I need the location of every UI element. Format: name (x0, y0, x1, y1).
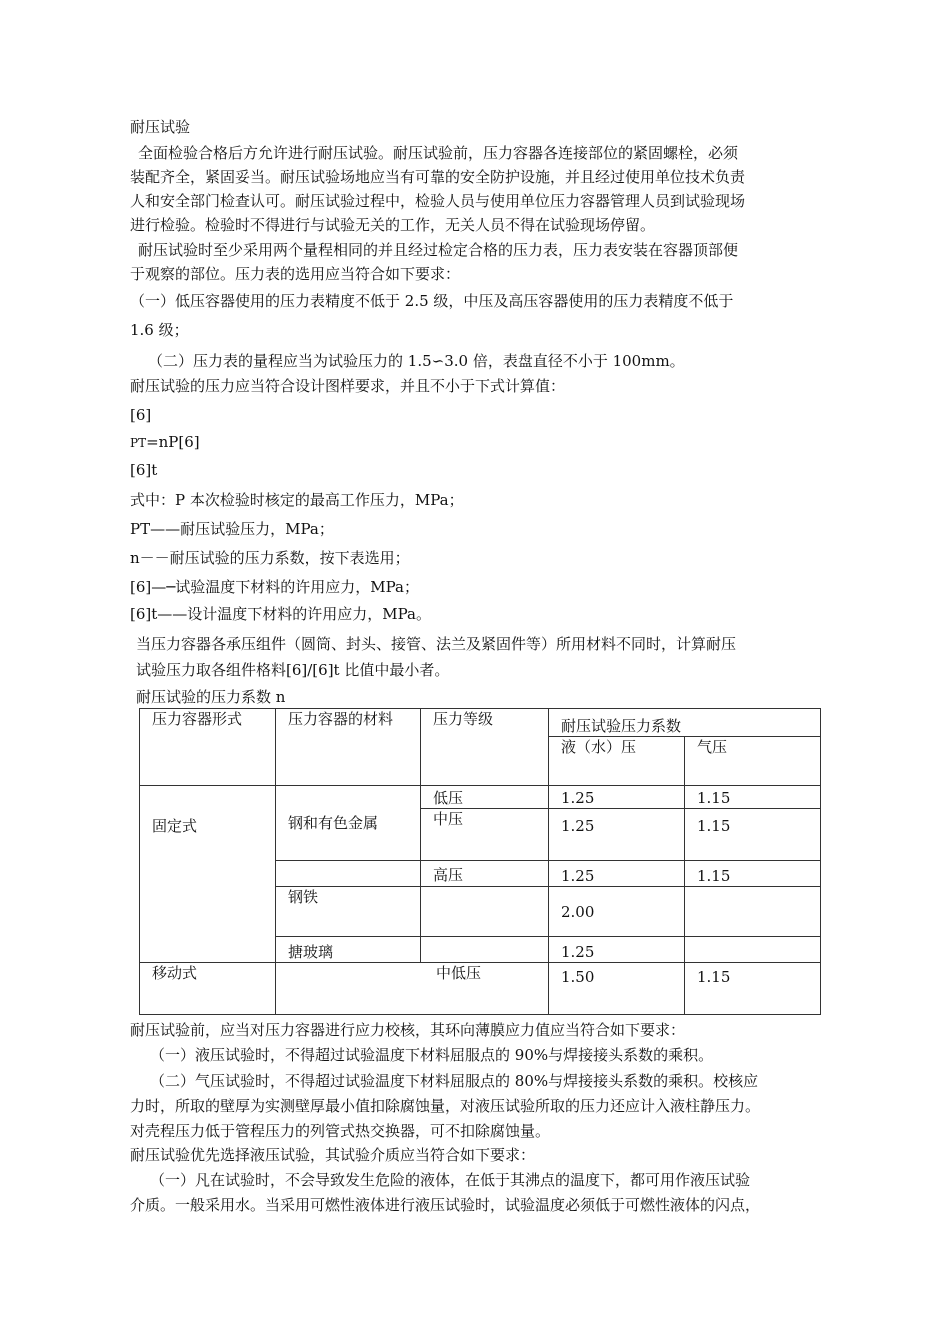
cell-grade-mid-low: 中低压 (276, 963, 549, 1015)
paragraph-line: 装配齐全，紧固妥当。耐压试验场地应当有可靠的安全防护设施，并且经过使用单位技术负责 (130, 168, 746, 186)
grade-mid: 中压 (433, 810, 464, 828)
paragraph-line: （二）压力表的量程应当为试验压力的 1.5∽3.0 倍，表盘直径不小于 100mm。 (148, 352, 685, 370)
paragraph-line: 于观察的部位。压力表的选用应当符合如下要求： (130, 265, 461, 283)
definition-line: [6]—─试验温度下材料的许用应力，MPa； (130, 578, 420, 596)
cell-material-steel-nonferrous: 钢和有色金属 (276, 786, 421, 861)
cell-grade-mid-high (421, 809, 549, 887)
note-line: 当压力容器各承压组件（圆筒、封头、接管、法兰及紧固件等）所用材料不同时，计算耐压 (136, 635, 737, 653)
cell-grade-low: 低压 (421, 786, 549, 809)
cell-liquid-iron: 2.00 (549, 887, 685, 937)
cell-liquid-high: 1.25 (549, 861, 685, 887)
header-material: 压力容器的材料 (276, 709, 421, 786)
paragraph-line: 介质。一般采用水。当采用可燃性液体进行液压试验时，试验温度必须低于可燃性液体的闪点， (130, 1196, 761, 1214)
pressure-coefficient-table (139, 708, 821, 1015)
header-form: 压力容器形式 (140, 709, 276, 786)
cell-liquid-mid: 1.25 (549, 809, 685, 861)
formula-denominator: [6]t (130, 461, 158, 479)
paragraph-line: 全面检验合格后方允许进行耐压试验。耐压试验前，压力容器各连接部位的紧固螺栓，必须 (138, 144, 739, 162)
header-liquid: 液（水）压 (549, 737, 685, 786)
section-title: 耐压试验 (130, 118, 191, 136)
definition-line: n－－耐压试验的压力系数，按下表选用； (130, 549, 410, 567)
definition-line: [6]t——设计温度下材料的许用应力，MPa。 (130, 605, 431, 623)
cell-fixed: 固定式 (140, 786, 276, 963)
cell-liquid-enamel: 1.25 (549, 937, 685, 963)
cell-liquid-low: 1.25 (549, 786, 685, 809)
cell-grade-enamel-blank (421, 937, 549, 963)
formula-pt: PT (130, 436, 147, 450)
paragraph-line: 耐压试验优先选择液压试验，其试验介质应当符合如下要求： (130, 1146, 536, 1164)
paragraph-line: 人和安全部门检查认可。耐压试验过程中，检验人员与使用单位压力容器管理人员到试验现场 (130, 192, 746, 210)
header-coefficient: 耐压试验压力系数 (549, 709, 821, 737)
definition-line: 式中：P 本次检验时核定的最高工作压力，MPa； (130, 491, 464, 509)
header-grade: 压力等级 (421, 709, 549, 786)
paragraph-line: （一）凡在试验时，不会导致发生危险的液体，在低于其沸点的温度下，都可用作液压试验 (150, 1171, 751, 1189)
paragraph-line: 耐压试验的压力应当符合设计图样要求，并且不小于下式计算值： (130, 377, 566, 395)
paragraph-line: 耐压试验时至少采用两个量程相同的并且经过检定合格的压力表，压力表安装在容器顶部便 (138, 241, 739, 259)
definition-line: PT——耐压试验压力，MPa； (130, 520, 334, 538)
paragraph-line: 进行检验。检验时不得进行与试验无关的工作，无关人员不得在试验现场停留。 (130, 216, 656, 234)
table-caption: 耐压试验的压力系数 n (136, 688, 286, 706)
formula-rhs: =nP[6] (146, 433, 200, 451)
paragraph-line: （一）液压试验时，不得超过试验温度下材料屈服点的 90%与焊接接头系数的乘积。 (150, 1046, 714, 1064)
paragraph-line: 力时，所取的壁厚为实测壁厚最小值扣除腐蚀量，对液压试验所取的压力还应计入液柱静压力。 (130, 1097, 761, 1115)
cell-gas-enamel-blank (685, 937, 821, 963)
note-line: 试验压力取各组件格料[6]/[6]t 比值中最小者。 (136, 661, 450, 679)
cell-grade-iron-blank (421, 887, 549, 937)
cell-gas-mobile: 1.15 (685, 963, 821, 1015)
header-gas: 气压 (685, 737, 821, 786)
paragraph-line: 耐压试验前，应当对压力容器进行应力校核，其环向薄膜应力值应当符合如下要求： (130, 1021, 686, 1039)
cell-gas-low: 1.15 (685, 786, 821, 809)
formula-numerator: [6] (130, 406, 152, 424)
cell-material-blank (276, 861, 421, 887)
paragraph-line: （二）气压试验时，不得超过试验温度下材料屈服点的 80%与焊接接头系数的乘积。校核应 (150, 1072, 759, 1090)
cell-liquid-mobile: 1.50 (549, 963, 685, 1015)
formula-main (130, 432, 200, 453)
cell-mobile: 移动式 (140, 963, 276, 1015)
cell-gas-mid: 1.15 (685, 809, 821, 861)
grade-high: 高压 (433, 866, 464, 884)
grade-divider (421, 860, 548, 861)
cell-material-enamel: 搪玻璃 (276, 937, 421, 963)
cell-material-iron: 钢铁 (276, 887, 421, 937)
cell-gas-high: 1.15 (685, 861, 821, 887)
paragraph-line: （一）低压容器使用的压力表精度不低于 2.5 级，中压及高压容器使用的压力表精度不低于 (130, 292, 734, 310)
paragraph-line: 对壳程压力低于管程压力的列管式热交换器，可不扣除腐蚀量。 (130, 1122, 551, 1140)
cell-gas-iron-blank (685, 887, 821, 937)
paragraph-line: 1.6 级； (130, 321, 189, 339)
